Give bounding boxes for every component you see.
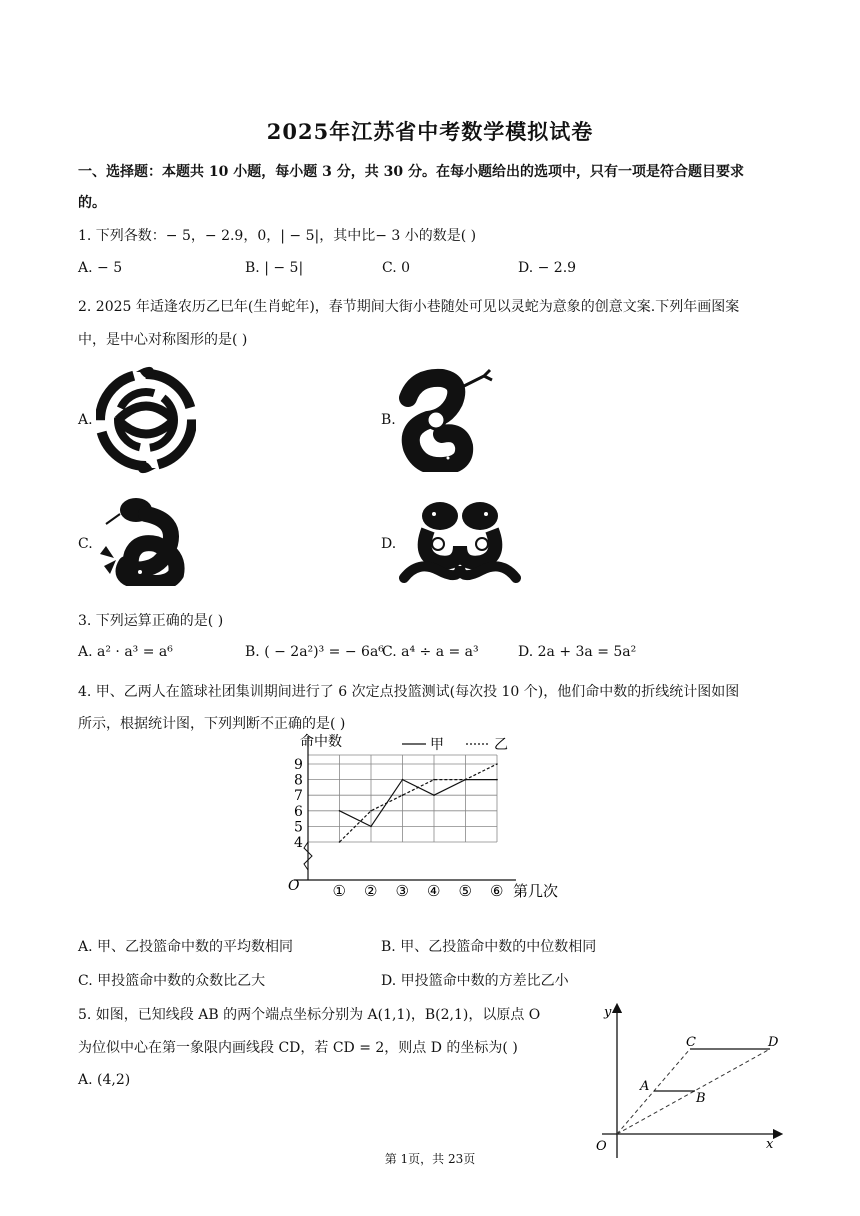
q2-stem-line2: 中，是中心对称图形的是( ) (78, 332, 248, 348)
series-line (340, 764, 498, 842)
snake-coil-icon (398, 368, 494, 472)
page-title: 2025年江苏省中考数学模拟试卷 (266, 119, 594, 144)
data-point (402, 779, 404, 781)
x-tick-label: ③ (395, 882, 409, 900)
x-tick-label: ② (364, 882, 378, 900)
chart-axes (294, 736, 516, 880)
data-point (370, 826, 372, 828)
y-tick-label: 6 (294, 803, 303, 820)
x-tick-label: ⑥ (490, 882, 504, 900)
q3-option-d: D. 2a + 3a = 5a² (518, 644, 637, 660)
point-c-label: C (686, 1035, 696, 1050)
data-point (370, 810, 372, 812)
chart-grid (308, 755, 497, 842)
page-footer: 第 1页，共 23页 (384, 1152, 476, 1166)
q5-stem-line2: 为位似中心在第一象限内画线段 CD，若 CD = 2，则点 D 的坐标为( ) (78, 1040, 518, 1056)
q2-option-d-label: D. (381, 536, 397, 552)
point-b-label: B (696, 1091, 706, 1106)
q3-option-a: A. a² · a³ = a⁶ (78, 644, 173, 660)
x-axis-label: x (766, 1137, 774, 1152)
q1-stem: 1. 下列各数：− 5，− 2.9，0，| − 5|，其中比− 3 小的数是( ) (78, 228, 477, 244)
q1-option-d: D. − 2.9 (518, 260, 577, 276)
chart-labels (288, 733, 558, 900)
data-point (465, 779, 467, 781)
q4-option-a: A. 甲、乙投篮命中数的平均数相同 (78, 939, 294, 955)
q3-stem: 3. 下列运算正确的是( ) (78, 613, 224, 629)
chart-origin-label: O (288, 878, 300, 894)
chart-ylabel: 命中数 (300, 734, 342, 750)
q5-stem-line1: 5. 如图，已知线段 AB 的两个端点坐标分别为 A(1,1)，B(2,1)，以原点 O (78, 1007, 541, 1023)
q3-option-b: B. ( − 2a²)³ = − 6a⁶ (245, 644, 384, 660)
q4-stem-line1: 4. 甲、乙两人在篮球社团集训期间进行了 6 次定点投篮测试(每次投 10 个)，他们命中数的折线统计图如图 (78, 684, 740, 700)
q4-option-b: B. 甲、乙投篮命中数的中位数相同 (381, 939, 597, 955)
chart-series (339, 763, 498, 843)
q3-option-c: C. a⁴ ÷ a = a³ (382, 644, 479, 660)
q2-stem-line1: 2. 2025 年适逢农历乙巳年(生肖蛇年)，春节期间大街小巷随处可见以灵蛇为意象的创意文案.下列年画图案 (78, 299, 740, 315)
legend-label: 甲 (430, 737, 444, 753)
q1-option-c: C. 0 (382, 260, 411, 276)
y-tick-label: 8 (294, 772, 303, 789)
chart-xlabel: 第几次 (513, 882, 559, 900)
q4-option-c: C. 甲投篮命中数的众数比乙大 (78, 973, 266, 989)
snake-ring-icon (96, 362, 196, 478)
section-heading-line1: 一、选择题：本题共 10 小题，每小题 3 分，共 30 分。在每小题给出的选项中，只有一项是符合题目要求 (78, 164, 744, 180)
data-point (339, 841, 341, 843)
origin-label: O (596, 1139, 607, 1154)
coordinate-figure (580, 1000, 790, 1162)
y-axis-label: y (604, 1005, 612, 1020)
data-point (496, 779, 498, 781)
x-tick-label: ⑤ (458, 882, 472, 900)
section-heading-line2: 的。 (78, 195, 106, 211)
q2-option-b-label: B. (381, 412, 396, 428)
q2-option-a-label: A. (78, 412, 93, 428)
data-point (496, 763, 498, 765)
q1-option-a: A. − 5 (78, 260, 123, 276)
y-tick-label: 5 (294, 819, 303, 836)
snake-flower-icon (96, 494, 192, 586)
legend-label: 乙 (494, 737, 508, 753)
data-point (402, 794, 404, 796)
q1-option-b: B. | − 5| (245, 260, 304, 276)
twin-snakes-icon (398, 496, 522, 586)
x-tick-label: ④ (427, 882, 441, 900)
y-tick-label: 7 (294, 788, 303, 805)
data-point (433, 779, 435, 781)
x-tick-label: ① (332, 882, 346, 900)
y-tick-label: 9 (294, 757, 303, 773)
data-point (339, 810, 341, 812)
q4-stem-line2: 所示，根据统计图，下列判断不正确的是( ) (78, 716, 346, 732)
point-d-label: D (768, 1035, 779, 1050)
q2-option-c-label: C. (78, 536, 93, 552)
point-a-label: A (640, 1079, 650, 1094)
y-tick-label: 4 (294, 835, 303, 851)
line-chart (284, 730, 574, 902)
data-point (433, 794, 435, 796)
q5-option-a: A. (4,2) (78, 1072, 131, 1088)
q4-option-d: D. 甲投篮命中数的方差比乙小 (381, 973, 569, 989)
